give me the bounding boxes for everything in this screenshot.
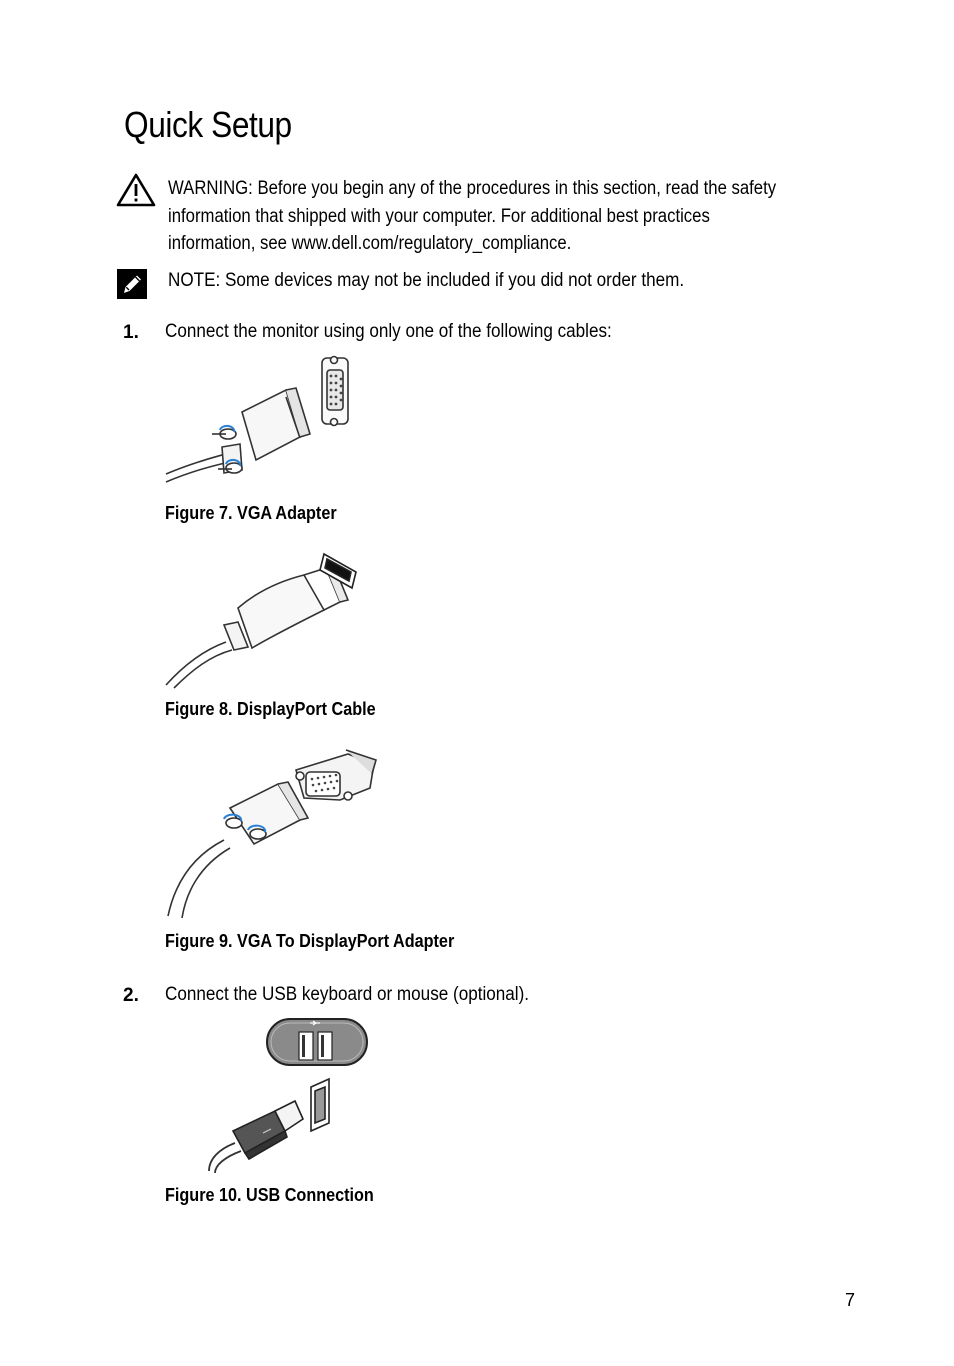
page-number: 7 bbox=[845, 1290, 856, 1310]
warning-line: information that shipped with your computer. For additional best practices bbox=[168, 205, 710, 227]
warning-text bbox=[168, 175, 776, 258]
warning-line: WARNING: Before you begin any of the procedures in this section, read the safety bbox=[168, 178, 777, 199]
vga-adapter-illustration bbox=[164, 352, 364, 492]
warning-line: information, see www.dell.com/regulatory_compliance. bbox=[168, 233, 572, 254]
page-title: Quick Setup bbox=[124, 104, 292, 145]
usb-connection-illustration bbox=[205, 1015, 375, 1173]
warning-triangle-icon bbox=[115, 172, 157, 208]
note-text bbox=[168, 270, 684, 292]
figure-caption: Figure 8. DisplayPort Cable bbox=[165, 699, 376, 719]
figure-caption: Figure 10. USB Connection bbox=[165, 1185, 374, 1205]
note-body: Some devices may not be included if you did not order them. bbox=[220, 270, 685, 291]
figure-caption: Figure 7. VGA Adapter bbox=[165, 503, 337, 523]
vga-to-displayport-adapter-illustration bbox=[164, 748, 384, 920]
note-label: NOTE: bbox=[168, 270, 221, 291]
displayport-cable-illustration bbox=[164, 550, 364, 690]
pencil-icon bbox=[116, 268, 148, 300]
step-number: 1. bbox=[123, 322, 139, 343]
figure-caption: Figure 9. VGA To DisplayPort Adapter bbox=[165, 931, 455, 951]
step-text: Connect the monitor using only one of the following cables: bbox=[165, 321, 612, 342]
step-text: Connect the USB keyboard or mouse (optional). bbox=[165, 984, 530, 1005]
step-number: 2. bbox=[123, 985, 139, 1006]
